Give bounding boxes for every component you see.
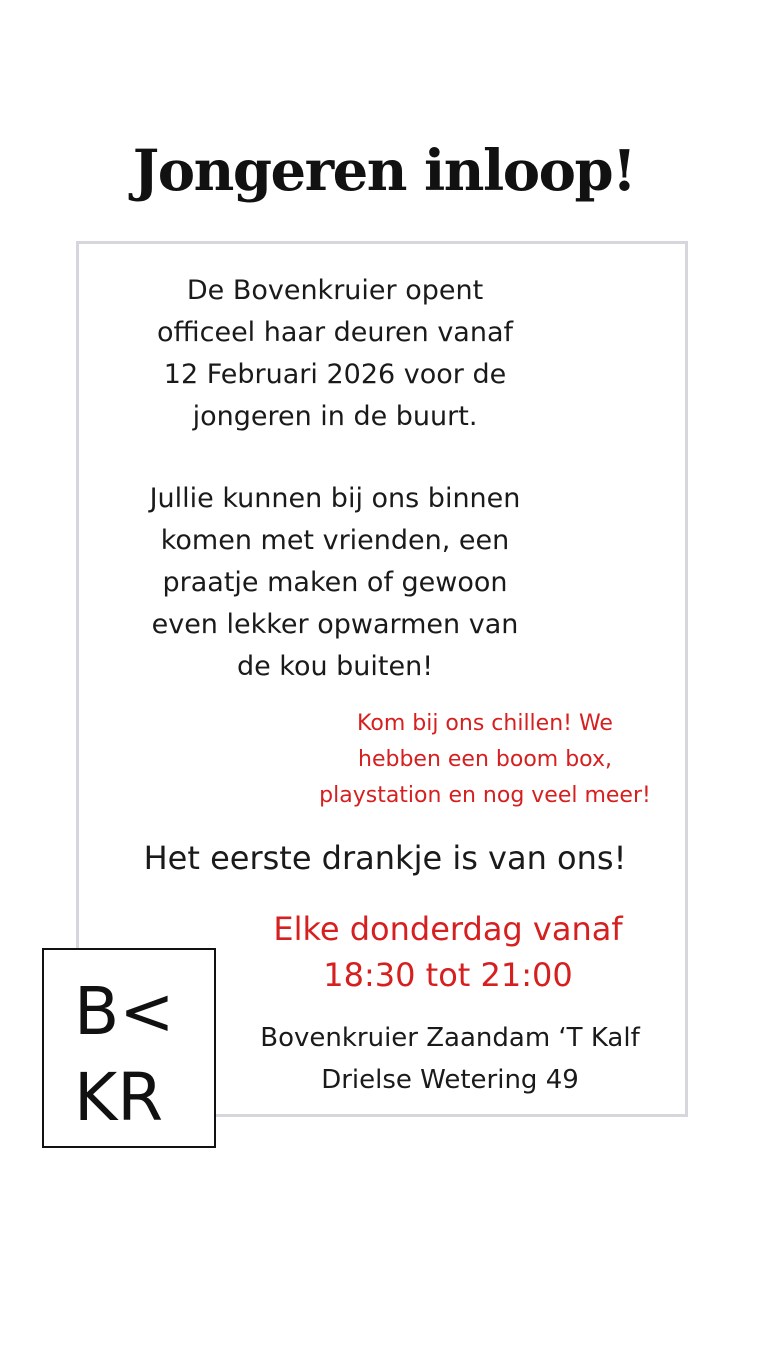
promo-line: playstation en nog veel meer! bbox=[319, 783, 651, 808]
intro-line: 12 Februari 2026 voor de bbox=[163, 359, 507, 390]
schedule-line: Elke donderdag vanaf bbox=[273, 910, 623, 948]
invite-line: komen met vrienden, een bbox=[160, 525, 510, 556]
bkr-logo-mark bbox=[44, 950, 214, 1146]
intro-line: officeel haar deuren vanaf bbox=[156, 317, 514, 348]
promo-line: hebben een boom box, bbox=[358, 747, 612, 772]
intro-line: jongeren in de buurt. bbox=[192, 401, 478, 432]
intro-paragraph bbox=[80, 270, 590, 438]
invite-paragraph bbox=[80, 478, 590, 688]
logo-row-bottom: KR bbox=[74, 1059, 164, 1136]
invite-line: Jullie kunnen bij ons binnen bbox=[149, 483, 521, 514]
promo-text bbox=[270, 706, 700, 814]
promo-line: Kom bij ons chillen! We bbox=[357, 711, 613, 736]
bkr-logo bbox=[42, 948, 216, 1148]
address-line: Drielse Wetering 49 bbox=[321, 1065, 579, 1095]
address-text bbox=[220, 1017, 680, 1101]
schedule-line: 18:30 tot 21:00 bbox=[323, 956, 573, 994]
free-drink-text: Het eerste drankje is van ons! bbox=[143, 839, 627, 877]
address-line: Bovenkruier Zaandam ‘T Kalf bbox=[260, 1023, 640, 1053]
invite-line: de kou buiten! bbox=[236, 651, 434, 682]
schedule-text bbox=[230, 906, 666, 998]
logo-row-top: B< bbox=[74, 973, 175, 1050]
intro-line: De Bovenkruier opent bbox=[186, 275, 484, 306]
invite-line: praatje maken of gewoon bbox=[162, 567, 508, 598]
page-title: Jongeren inloop! bbox=[132, 138, 636, 204]
invite-line: even lekker opwarmen van bbox=[151, 609, 519, 640]
